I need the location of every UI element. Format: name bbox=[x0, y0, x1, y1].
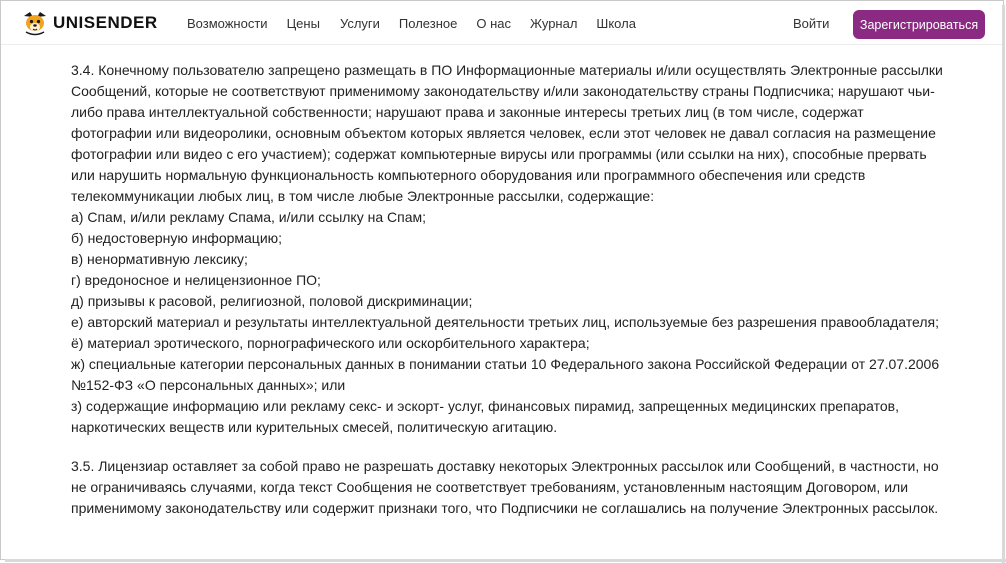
register-button[interactable]: Зарегистрироваться bbox=[853, 10, 985, 39]
nav-item-journal[interactable]: Журнал bbox=[529, 16, 578, 31]
list-item-zh: ж) специальные категории персональных данных в понимании статьи 10 Федерального закона Российской Федерации от 27.07.2006 №152-ФЗ «О персональных данных»; или bbox=[71, 356, 940, 393]
list-item-z: з) содержащие информацию или рекламу секс- и эскорт- услуг, финансовых пирамид, запрещенных медицинских препаратов, наркотических веществ или курительных смесей, политическую агитацию. bbox=[71, 398, 900, 435]
list-item-a: а) Спам, и/или рекламу Спама, и/или ссылку на Спам; bbox=[71, 209, 426, 225]
nav-item-services[interactable]: Услуги bbox=[339, 16, 380, 31]
section-3-4-intro: 3.4. Конечному пользователю запрещено размещать в ПО Информационные материалы и/или осуществлять Электронные рассылки Сообщений, которые не соответствуют применимому законодательству и/или законодательству страны Подписчика; нарушают чьи-либо права интеллектуальной собственности; нарушают права и законные интересы третьих лиц (в том числе, содержат фотографии или видеоролики, основным объектом которых является человек, если этот человек не давал согласия на размещение фотографии или видео с его участием); содержат компьютерные вирусы или программы (или ссылки на них), способные прервать или нарушить нормальную функциональность компьютерного оборудования или программного обеспечения или средств телекоммуникации любых лиц, в том числе любые Электронные рассылки, содержащие: bbox=[71, 62, 943, 204]
nav-item-about[interactable]: О нас bbox=[476, 16, 511, 31]
section-3-5: 3.5. Лицензиар оставляет за собой право не разрешать доставку некоторых Электронных рассылок или Сообщений, в частности, но не ограничиваясь случаями, когда текст Сообщения не соответствует требованиям, установленным настоящим Договором, или применимому законодательству или содержит признаки того, что Подписчики не соглашались на получение Электронных рассылок. bbox=[71, 458, 939, 516]
list-item-e: е) авторский материал и результаты интеллектуальной деятельности третьих лиц, используемые без разрешения правообладателя; bbox=[71, 314, 939, 330]
nav-item-features[interactable]: Возможности bbox=[187, 16, 268, 31]
logo-text: UNISENDER bbox=[53, 13, 158, 32]
main-nav bbox=[187, 16, 655, 31]
list-item-b: б) недостоверную информацию; bbox=[71, 230, 283, 246]
nav-item-prices[interactable]: Цены bbox=[286, 16, 320, 31]
dog-mascot-icon bbox=[21, 10, 49, 36]
site-header bbox=[1, 1, 1002, 45]
nav-item-useful[interactable]: Полезное bbox=[398, 16, 458, 31]
login-link[interactable]: Войти bbox=[793, 16, 830, 31]
nav-item-school[interactable]: Школа bbox=[596, 16, 636, 31]
list-item-d: д) призывы к расовой, религиозной, половой дискриминации; bbox=[71, 293, 473, 309]
list-item-v: в) ненормативную лексику; bbox=[71, 251, 248, 267]
list-item-yo: ё) материал эротического, порнографического или оскорбительного характера; bbox=[71, 335, 590, 351]
logo[interactable] bbox=[21, 10, 158, 36]
agreement-text bbox=[71, 60, 946, 519]
list-item-g: г) вредоносное и нелицензионное ПО; bbox=[71, 272, 321, 288]
